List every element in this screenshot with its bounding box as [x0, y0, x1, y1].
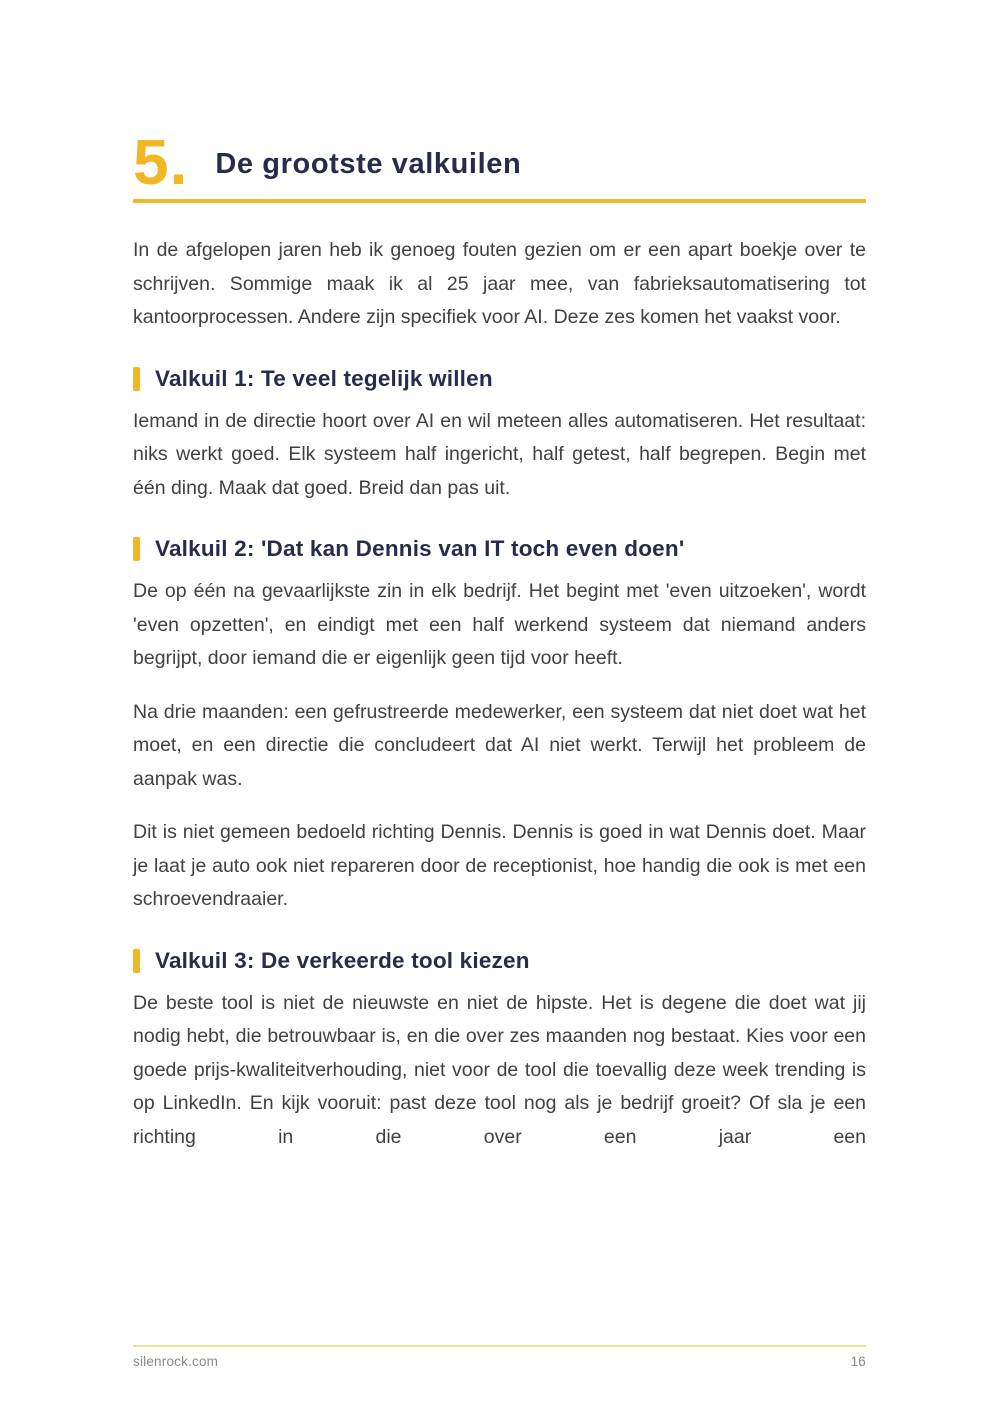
chapter-header: [133, 126, 866, 203]
chapter-body: [133, 203, 866, 1154]
section-valkuil-2: [133, 536, 866, 916]
section-heading-1-text: Valkuil 1: Te veel tegelijk willen: [155, 365, 493, 391]
section-heading-2-text: Valkuil 2: 'Dat kan Dennis van IT toch even doen': [155, 536, 685, 562]
section-3-paragraph-1: De beste tool is niet de nieuwste en niet de hipste. Het is degene die doet wat jij nodig hebt, die betrouwbaar is, en die over zes maanden nog bestaat. Kies voor een goede prijs-kwaliteitverhouding, niet voor de tool die toevallig deze week trending is op LinkedIn. En kijk vooruit: past deze tool nog als je bedrijf groeit? Of sla je een richting in die over een jaar een: [133, 991, 866, 1148]
chapter-title-row: [133, 126, 866, 198]
section-heading-3: [133, 948, 866, 974]
section-1-paragraph-1: Iemand in de directie hoort over AI en wil meteen alles automatiseren. Het resultaat: niks werkt goed. Elk systeem half ingericht, half getest, half begrepen. Begin met één ding. Maak dat goed. Breid dan pas uit.: [133, 409, 866, 499]
section-2-paragraph-2: Na drie maanden: een gefrustreerde medewerker, een systeem dat niet doet wat het moet, en een directie die concludeert dat AI niet werkt. Terwijl het probleem de aanpak was.: [133, 700, 866, 790]
page-footer: [133, 1345, 866, 1369]
chapter-number: 5.: [133, 126, 189, 198]
footer-page-number: 16: [850, 1354, 866, 1369]
intro-paragraph: In de afgelopen jaren heb ik genoeg fouten gezien om er een apart boekje over te schrijven. Sommige maak ik al 25 jaar mee, van fabrieksautomatisering tot kantoorprocessen. Andere zijn specifiek voor AI. Deze zes komen het vaakst voor.: [133, 239, 866, 329]
section-heading-2: [133, 536, 866, 562]
accent-bar-icon: [133, 537, 140, 561]
section-heading-1: [133, 366, 866, 392]
section-2-paragraph-3: Dit is niet gemeen bedoeld richting Dennis. Dennis is goed in wat Dennis doet. Maar je laat je auto ook niet repareren door de receptionist, hoe handig die ook is met een schroevendraaier.: [133, 821, 866, 911]
section-2-paragraph-1: De op één na gevaarlijkste zin in elk bedrijf. Het begint met 'even uitzoeken', wordt 'even opzetten', en eindigt met een half werkend systeem dat niemand anders begrijpt, door iemand die er eigenlijk geen tijd voor heeft.: [133, 580, 866, 670]
section-heading-3-text: Valkuil 3: De verkeerde tool kiezen: [155, 947, 530, 973]
accent-bar-icon: [133, 367, 140, 391]
footer-site-url: silenrock.com: [133, 1354, 219, 1369]
section-valkuil-3: [133, 948, 866, 1154]
section-valkuil-1: [133, 366, 866, 505]
chapter-title: De grootste valkuilen: [215, 148, 522, 181]
accent-bar-icon: [133, 949, 140, 973]
